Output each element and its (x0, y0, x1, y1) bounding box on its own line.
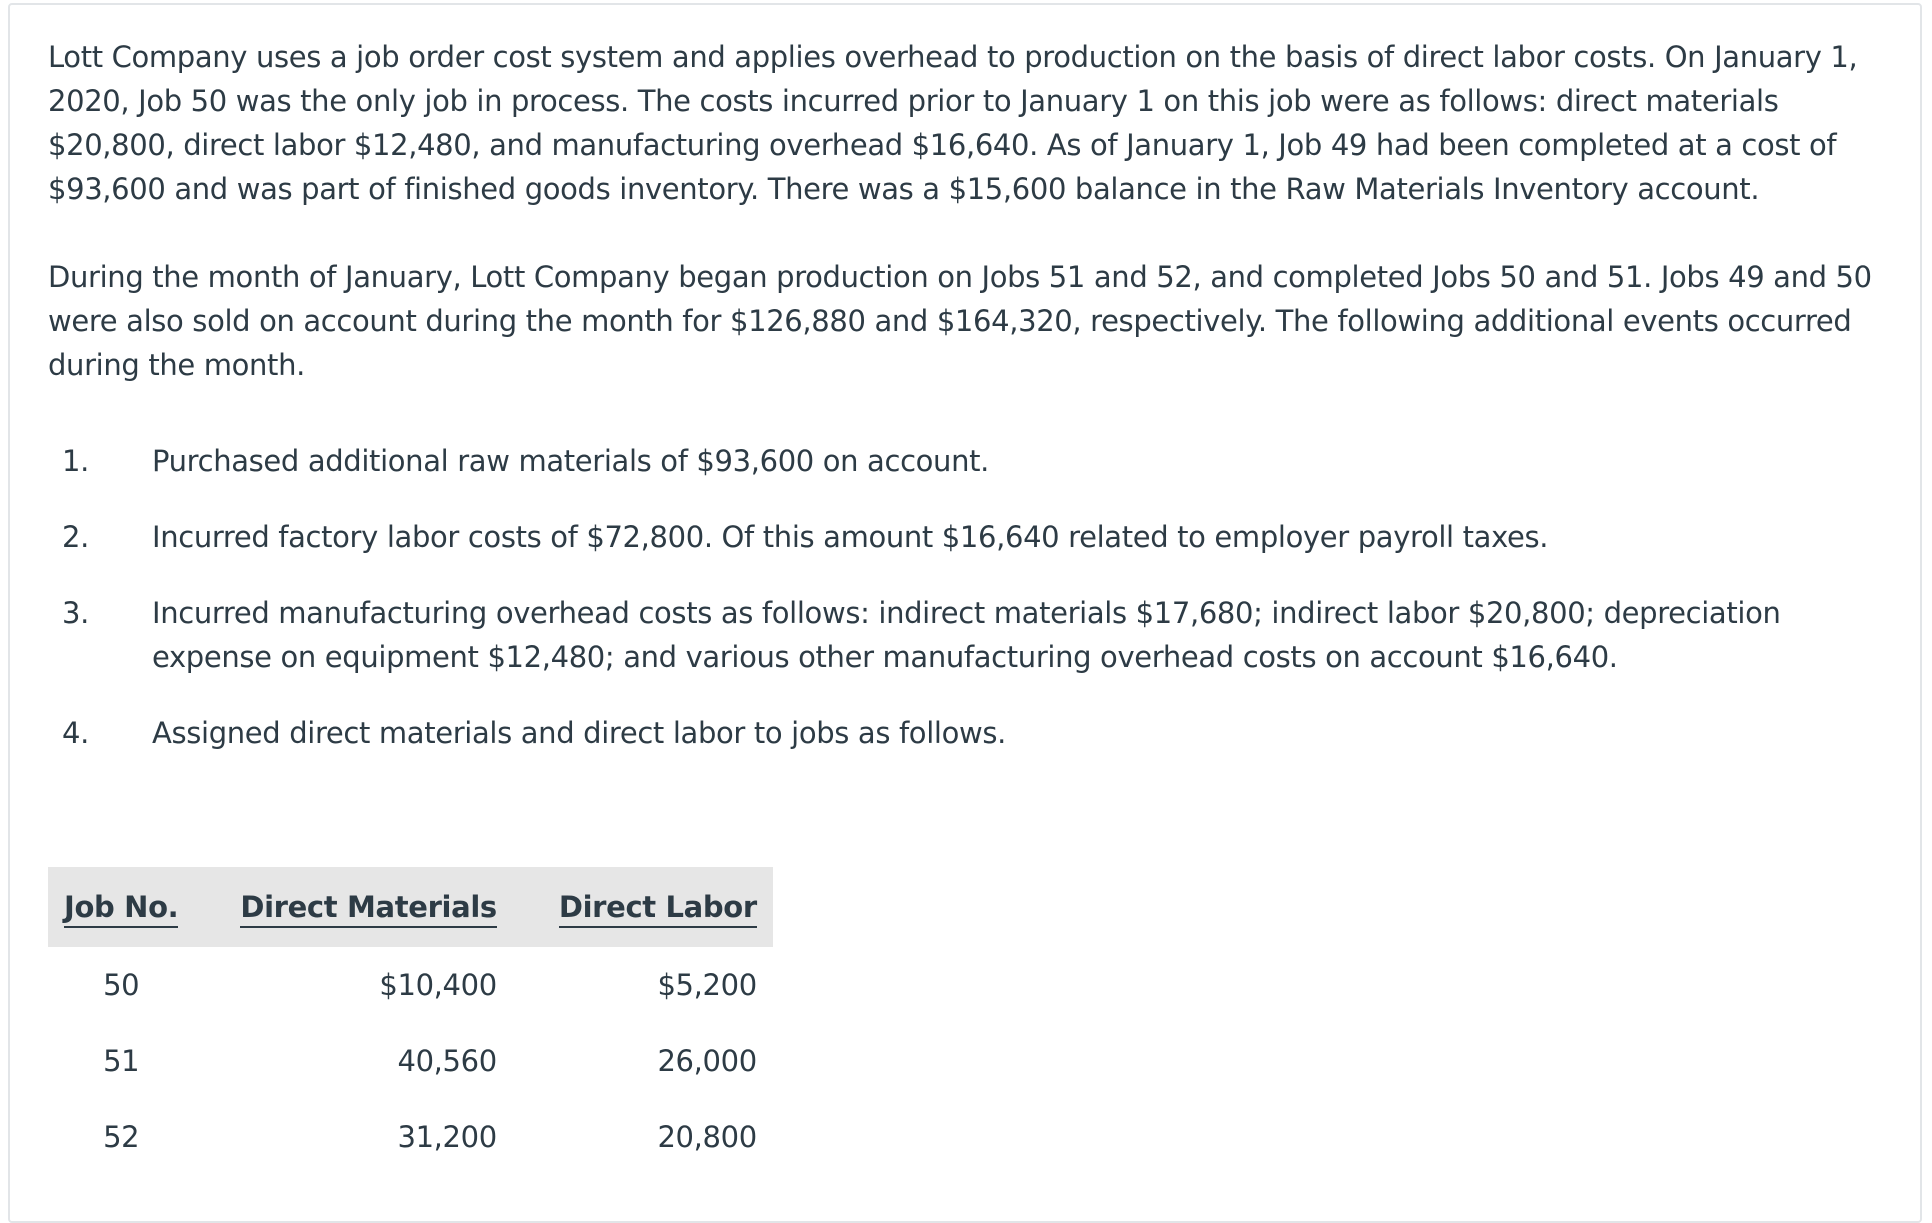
list-item-number: 3. (62, 596, 89, 630)
cell-direct-labor: $5,200 (657, 968, 757, 1002)
list-item-number: 4. (62, 716, 89, 750)
header-job-no (48, 867, 194, 947)
table-header-row (48, 867, 773, 947)
list-item-text: Purchased additional raw materials of $93,600 on account. (152, 444, 990, 478)
list-item-number: 2. (62, 520, 89, 554)
table-row (48, 1099, 773, 1175)
header-direct-labor-label: Direct Labor (559, 890, 757, 928)
cell-direct-labor: 20,800 (657, 1120, 757, 1154)
cell-direct-materials: $10,400 (379, 968, 497, 1002)
question-card (8, 3, 1922, 1223)
list-item-text: Assigned direct materials and direct labor to jobs as follows. (152, 716, 1007, 750)
problem-paragraph-2: During the month of January, Lott Company began production on Jobs 51 and 52, and completed Jobs 50 and 51. Jobs 49 and 50 were also sold on account during the month for $126,880 and $164,320, respectively. The following additional events occurred during the month. (48, 260, 1872, 382)
table-row (48, 947, 773, 1023)
job-cost-table (48, 867, 773, 1175)
list-item (48, 711, 1908, 755)
list-item (48, 515, 1908, 559)
list-item-number: 1. (62, 444, 89, 478)
cell-job-no: 51 (103, 1044, 140, 1078)
header-direct-materials (194, 867, 513, 947)
cell-direct-materials: 31,200 (397, 1120, 497, 1154)
cell-job-no: 50 (103, 968, 140, 1002)
header-job-no-label: Job No. (64, 890, 178, 928)
cell-direct-labor: 26,000 (657, 1044, 757, 1078)
header-direct-labor (513, 867, 773, 947)
problem-paragraph-1: Lott Company uses a job order cost system and applies overhead to production on the basis of direct labor costs. On January 1, 2020, Job 50 was the only job in process. The costs incurred prior to January 1 on this job were as follows: direct materials $20,800, direct labor $12,480, and manufacturing overhead $16,640. As of January 1, Job 49 had been completed at a cost of $93,600 and was part of finished goods inventory. There was a $15,600 balance in the Raw Materials Inventory account. (48, 40, 1858, 206)
table-row (48, 1023, 773, 1099)
list-item-text: Incurred manufacturing overhead costs as follows: indirect materials $17,680; indirect labor $20,800; depreciation expense on equipment $12,480; and various other manufacturing overhead costs on account $16,640. (152, 596, 1781, 674)
list-item (48, 439, 1908, 483)
question-content (48, 35, 1908, 787)
cell-direct-materials: 40,560 (397, 1044, 497, 1078)
cell-job-no: 52 (103, 1120, 140, 1154)
list-item (48, 591, 1908, 679)
list-item-text: Incurred factory labor costs of $72,800. Of this amount $16,640 related to employer payroll taxes. (152, 520, 1549, 554)
header-direct-materials-label: Direct Materials (240, 890, 497, 928)
events-list (48, 439, 1908, 755)
